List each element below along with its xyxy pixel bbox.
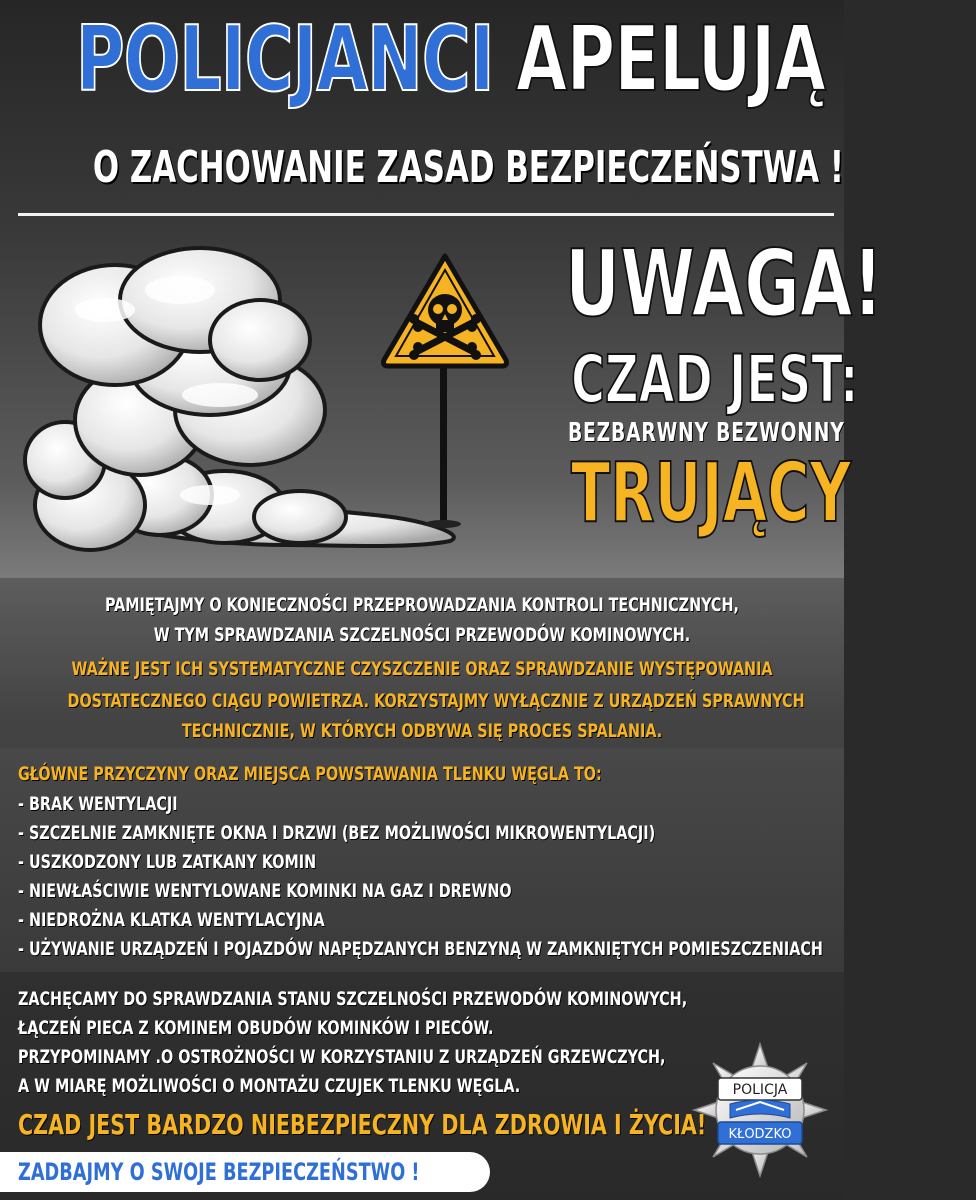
headline-blue: POLICJANCI: [75, 7, 494, 112]
skull-warning-sign-icon: [380, 252, 510, 532]
list-item: - NIEDROŻNA KLATKA WENTYLACYJNA: [18, 909, 325, 931]
causes-list: [18, 790, 976, 964]
list-item: - BRAK WENTYLACJI: [18, 793, 178, 815]
causes-title: GŁÓWNE PRZYCZYNY ORAZ MIEJSCA POWSTAWANIA TLENKU WĘGLA TO:: [18, 763, 602, 785]
urge-line: ŁĄCZEŃ PIECA Z KOMINEM OBUDÓW KOMINKÓW I PIECÓW.: [18, 1017, 494, 1039]
warning-bez: BEZBARWNY BEZWONNY: [568, 418, 845, 448]
urge-line: A W MIARĘ MOŻLIWOŚCI O MONTAŻU CZUJEK TLENKU WĘGLA.: [18, 1075, 521, 1097]
divider: [18, 213, 834, 216]
list-item: - NIEWŁAŚCIWIE WENTYLOWANE KOMINKI NA GAZ I DREWNO: [18, 880, 512, 902]
headline: [75, 7, 826, 112]
headline-white: APELUJĄ: [515, 7, 826, 112]
danger-text: CZAD JEST BARDZO NIEBEZPIECZNY DLA ZDROWIA I ŻYCIA!: [18, 1108, 707, 1141]
list-item: - UŻYWANIE URZĄDZEŃ I POJAZDÓW NAPĘDZANYCH BENZYNĄ W ZAMKNIĘTYCH POMIESZCZENIACH: [18, 938, 823, 960]
urge-line: ZACHĘCAMY DO SPRAWDZANIA STANU SZCZELNOŚCI PRZEWODÓW KOMINOWYCH,: [18, 988, 688, 1010]
badge-top-text: POLICJA: [732, 1082, 788, 1098]
footer-text: ZADBAJMY O SWOJE BEZPIECZEŃSTWO !: [18, 1158, 420, 1186]
list-item: - SZCZELNIE ZAMKNIĘTE OKNA I DRZWI (BEZ MOŻLIWOŚCI MIKROWENTYLACJI): [18, 822, 656, 844]
intro-line: DOSTATECZNEGO CIĄGU POWIETRZA. KORZYSTAJMY WYŁĄCZNIE Z URZĄDZEŃ SPRAWNYCH: [67, 690, 805, 712]
intro-line: WAŻNE JEST ICH SYSTEMATYCZNE CZYSZCZENIE ORAZ SPRAWDZANIE WYSTĘPOWANIA: [71, 658, 773, 680]
police-star-badge-icon: [690, 1040, 830, 1180]
warning-czad: CZAD JEST:: [571, 341, 859, 418]
intro-line: PAMIĘTAJMY O KONIECZNOŚCI PRZEPROWADZANIA KONTROLI TECHNICZNYCH,: [105, 594, 739, 616]
badge-bottom-text: KŁODZKO: [728, 1127, 792, 1142]
urge-line: PRZYPOMINAMY .O OSTROŻNOŚCI W KORZYSTANIU Z URZĄDZEŃ GRZEWCZYCH,: [18, 1046, 666, 1068]
list-item: - USZKODZONY LUB ZATKANY KOMIN: [18, 851, 317, 873]
warning-uwaga: UWAGA!: [565, 230, 884, 337]
footer-pill: [0, 1152, 490, 1192]
intro-line: W TYM SPRAWDZANIA SZCZELNOŚCI PRZEWODÓW KOMINOWYCH.: [153, 624, 691, 646]
warning-trujacy: TRUJĄCY: [571, 446, 852, 541]
subheadline: O ZACHOWANIE ZASAD BEZPIECZEŃSTWA !: [92, 142, 844, 193]
intro-line: TECHNICZNIE, W KTÓRYCH ODBYWA SIĘ PROCES SPALANIA.: [181, 720, 663, 742]
